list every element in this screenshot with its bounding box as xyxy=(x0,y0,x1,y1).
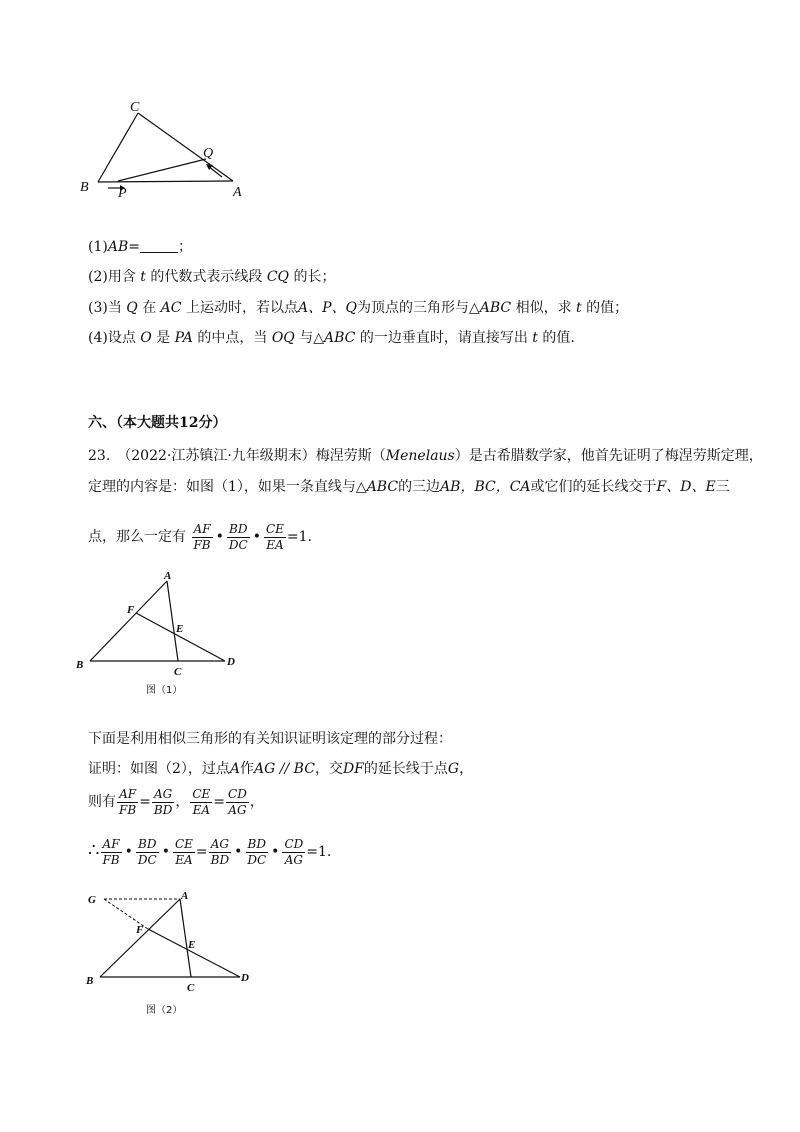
fraction-af-fb: $\frac{AF}{FB}$ xyxy=(193,521,211,552)
question-2: (2)用含 t 的代数式表示线段 CQ 的长； xyxy=(88,269,336,285)
question-1: (1)AB= ； xyxy=(88,239,192,255)
label-f: F xyxy=(127,604,135,616)
label-b: B xyxy=(86,975,94,987)
section-heading: 六、（本大题共12分） xyxy=(88,415,227,431)
figure-1-menelaus xyxy=(70,568,250,703)
label-f: F xyxy=(136,924,144,936)
label-a: A xyxy=(164,570,172,582)
fraction-bd-dc: $\frac{BD}{DC}$ xyxy=(228,521,248,552)
label-c: C xyxy=(187,982,195,994)
proof-intro: 下面是利用相似三角形的有关知识证明该定理的部分过程： xyxy=(88,731,452,747)
problem-23-line-1: 23. （2022·江苏镇江·九年级期末）梅涅劳斯（Menelaus）是古希腊数学家，他首先证明了梅涅劳斯定理， xyxy=(88,448,763,464)
proof-line-2: 则有 $\frac{AF}{FB}$ = $\frac{AG}{BD}$ ， $\frac{CE}{EA}$ = $\frac{CD}{AG}$ ， xyxy=(88,786,264,817)
problem-23-line-2: 定理的内容是：如图（1），如果一条直线与△ABC的三边AB，BC，CA或它们的延长线交于F、D、E三 xyxy=(88,479,730,495)
label-d: D xyxy=(227,656,235,668)
question-4: (4)设点 O 是 PA 的中点，当 OQ 与△ABC 的一边垂直时，请直接写出 t 的值. xyxy=(88,330,575,346)
question-3: (3)当 Q 在 AC 上运动时，若以点A、P、Q为顶点的三角形与△ABC 相似，求 t 的值； xyxy=(88,300,629,316)
figure-2-caption: 图（2） xyxy=(146,1005,183,1016)
figure-1-caption: 图（1） xyxy=(146,685,183,696)
answer-blank[interactable] xyxy=(140,238,178,253)
label-p: P xyxy=(118,186,127,201)
label-c: C xyxy=(174,666,182,678)
fraction-ce-ea: $\frac{CE}{EA}$ xyxy=(265,521,284,552)
label-a: A xyxy=(233,185,242,200)
label-b: B xyxy=(76,659,84,671)
figure-2-proof xyxy=(80,885,270,1025)
figure-triangle-abc-pq xyxy=(70,95,260,205)
label-g: G xyxy=(88,894,96,906)
label-e: E xyxy=(188,939,196,951)
label-q: Q xyxy=(203,146,214,161)
label-b: B xyxy=(80,180,89,195)
label-e: E xyxy=(176,623,184,635)
problem-23-line-3: 点，那么一定有 $\frac{AF}{FB}$ • $\frac{BD}{DC}$ • $\frac{CE}{EA}$ =1. xyxy=(88,521,312,552)
label-a: A xyxy=(181,890,189,902)
proof-line-1: 证明：如图（2），过点A作AG // BC，交DF的延长线于点G， xyxy=(88,761,474,777)
proof-line-3: ∴ $\frac{AF}{FB}$ • $\frac{BD}{DC}$ • $\frac{CE}{EA}$ = $\frac{AG}{BD}$ • $\frac{BD}{DC}$ • $\frac{CD}{AG}$ =1. xyxy=(88,836,332,867)
label-d: D xyxy=(241,972,249,984)
label-c: C xyxy=(130,100,140,115)
